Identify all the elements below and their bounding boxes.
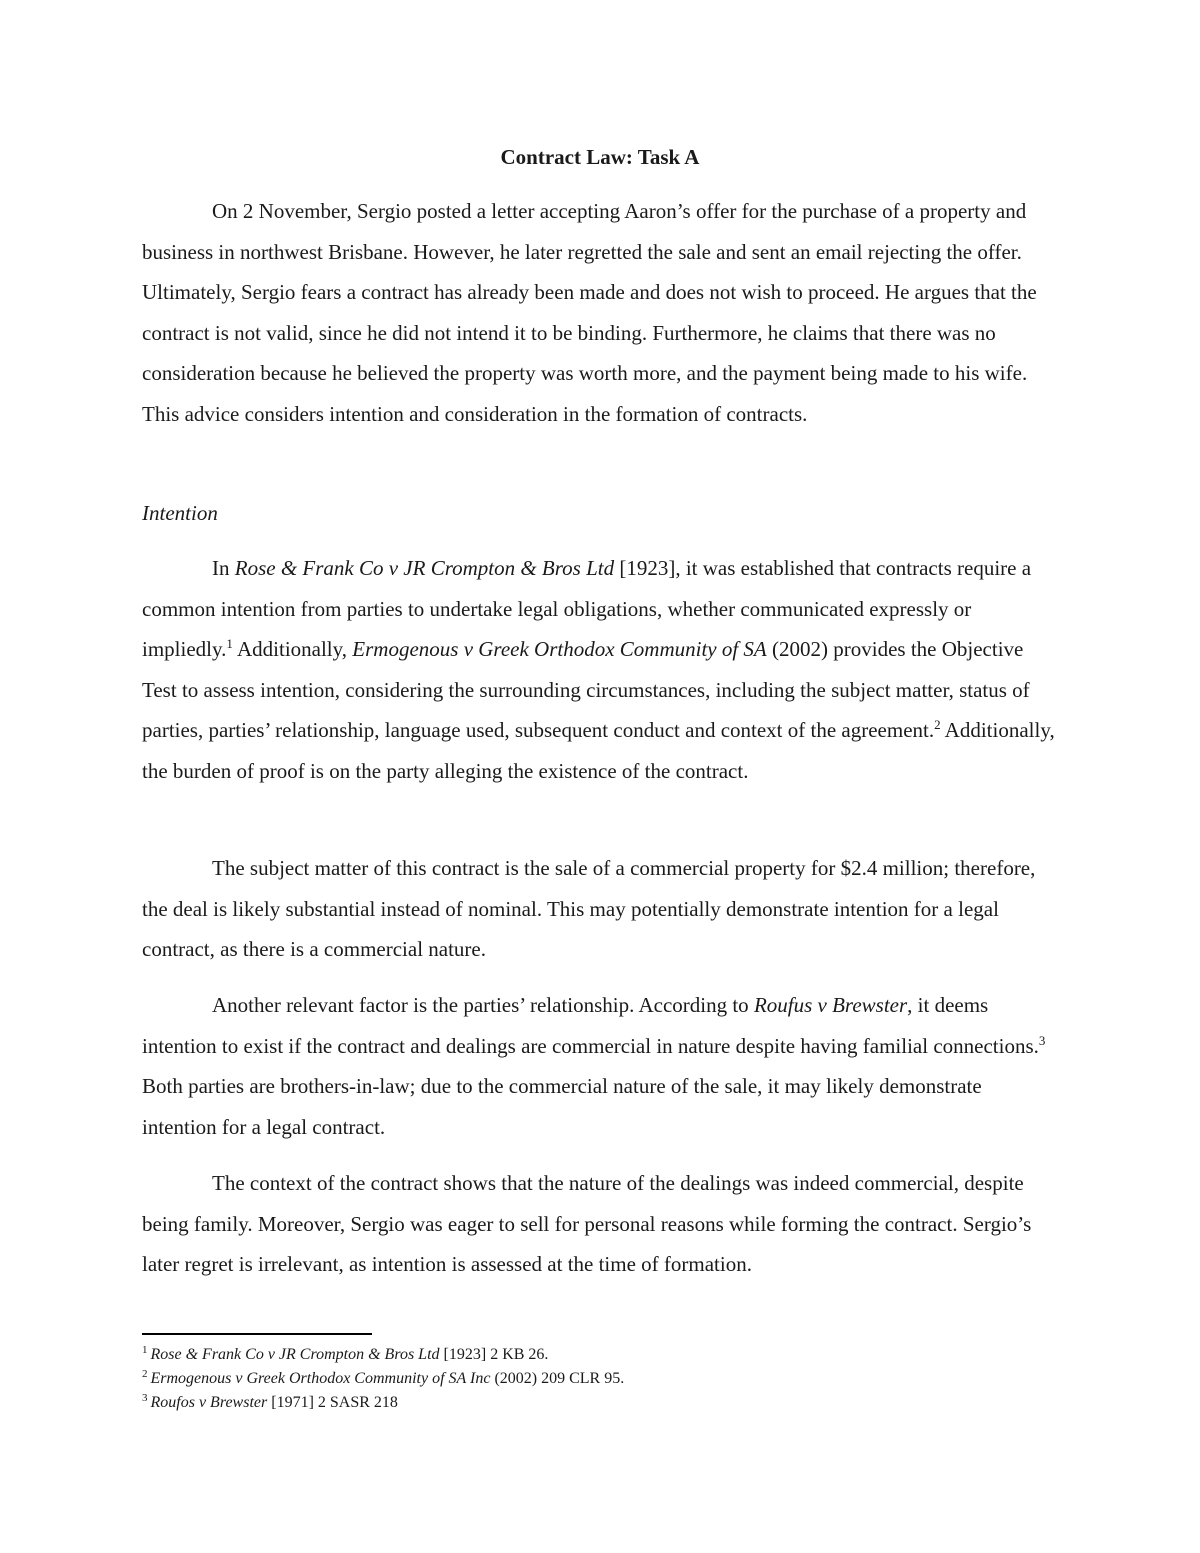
text-span: Both parties are brothers-in-law; due to the commercial nature of the sale, it may likely demonstrate intention for a legal contract. [142, 1074, 982, 1139]
footnote-ref[interactable]: 1 [226, 636, 233, 652]
intro-paragraph: On 2 November, Sergio posted a letter accepting Aaron’s offer for the purchase of a property and business in northwest Brisbane. However, he later regretted the sale and sent an email rejecting the offer. Ultimately, Sergio fears a contract has already been made and does not wish to proceed. He argues that the contract is not valid, since he did not intend it to be binding. Furthermore, he claims that there was no consideration because he believed the property was worth more, and the payment being made to his wife. This advice considers intention and consideration in the formation of contracts. [142, 199, 1037, 426]
paragraph-subject-matter: The subject matter of this contract is the sale of a commercial property for $2.4 million; therefore, the deal is likely substantial instead of nominal. This may potentially demonstrate intention for a legal contract, as there is a commercial nature. [142, 856, 1036, 962]
footnote-number: 1 [142, 1343, 148, 1356]
text-span: Additionally, the burden of proof is on the party alleging the existence of the contract. [142, 718, 1055, 783]
footnote-number: 3 [142, 1391, 148, 1404]
text-span: , it deems intention to exist if the contract and dealings are commercial in nature despite having familial connections. [142, 993, 1039, 1058]
text-span: In [212, 556, 235, 580]
text-span: Another relevant factor is the parties’ relationship. According to [212, 993, 754, 1017]
footnote-ref[interactable]: 3 [1038, 1032, 1046, 1048]
paragraph-relationship [142, 985, 1058, 1147]
footnote-citation: (2002) 209 CLR 95. [490, 1370, 625, 1387]
paragraph-intention-law [142, 548, 1058, 792]
footnote-citation: [1923] 2 KB 26. [439, 1346, 549, 1363]
footnote-case: Rose & Frank Co v JR Crompton & Bros Ltd [150, 1346, 440, 1363]
footnote-3 [142, 1391, 398, 1414]
case-name: Roufus v Brewster [753, 993, 908, 1017]
document-title: Contract Law: Task A [500, 145, 700, 169]
footnote-citation: [1971] 2 SASR 218 [267, 1394, 398, 1411]
text-span: [1923], it was established that contracts require a common intention from parties to undertake legal obligations, whether communicated expressly or impliedly. [142, 556, 1032, 662]
footnote-case: Ermogenous v Greek Orthodox Community of SA Inc [150, 1370, 491, 1387]
case-name: Ermogenous v Greek Orthodox Community of SA [352, 637, 767, 662]
footnote-2 [142, 1367, 624, 1390]
section-heading-intention: Intention [142, 501, 218, 525]
footnote-case: Roufos v Brewster [150, 1394, 268, 1411]
case-name: Rose & Frank Co v JR Crompton & Bros Ltd [234, 556, 615, 580]
text-span: (2002) provides the Objective Test to assess intention, considering the surrounding circumstances, including the subject matter, status of parties, parties’ relationship, language used, subsequent conduct and context of the agreement. [142, 637, 1030, 743]
paragraph-context: The context of the contract shows that the nature of the dealings was indeed commercial, despite being family. Moreover, Sergio was eager to sell for personal reasons while forming the contract. Sergio’s later regret is irrelevant, as intention is assessed at the time of formation. [142, 1171, 1032, 1277]
footnote-divider [142, 1333, 372, 1335]
text-span: Additionally, [232, 637, 353, 662]
footnote-ref[interactable]: 2 [934, 717, 941, 733]
footnote-1 [142, 1343, 548, 1366]
footnote-number: 2 [142, 1367, 148, 1380]
